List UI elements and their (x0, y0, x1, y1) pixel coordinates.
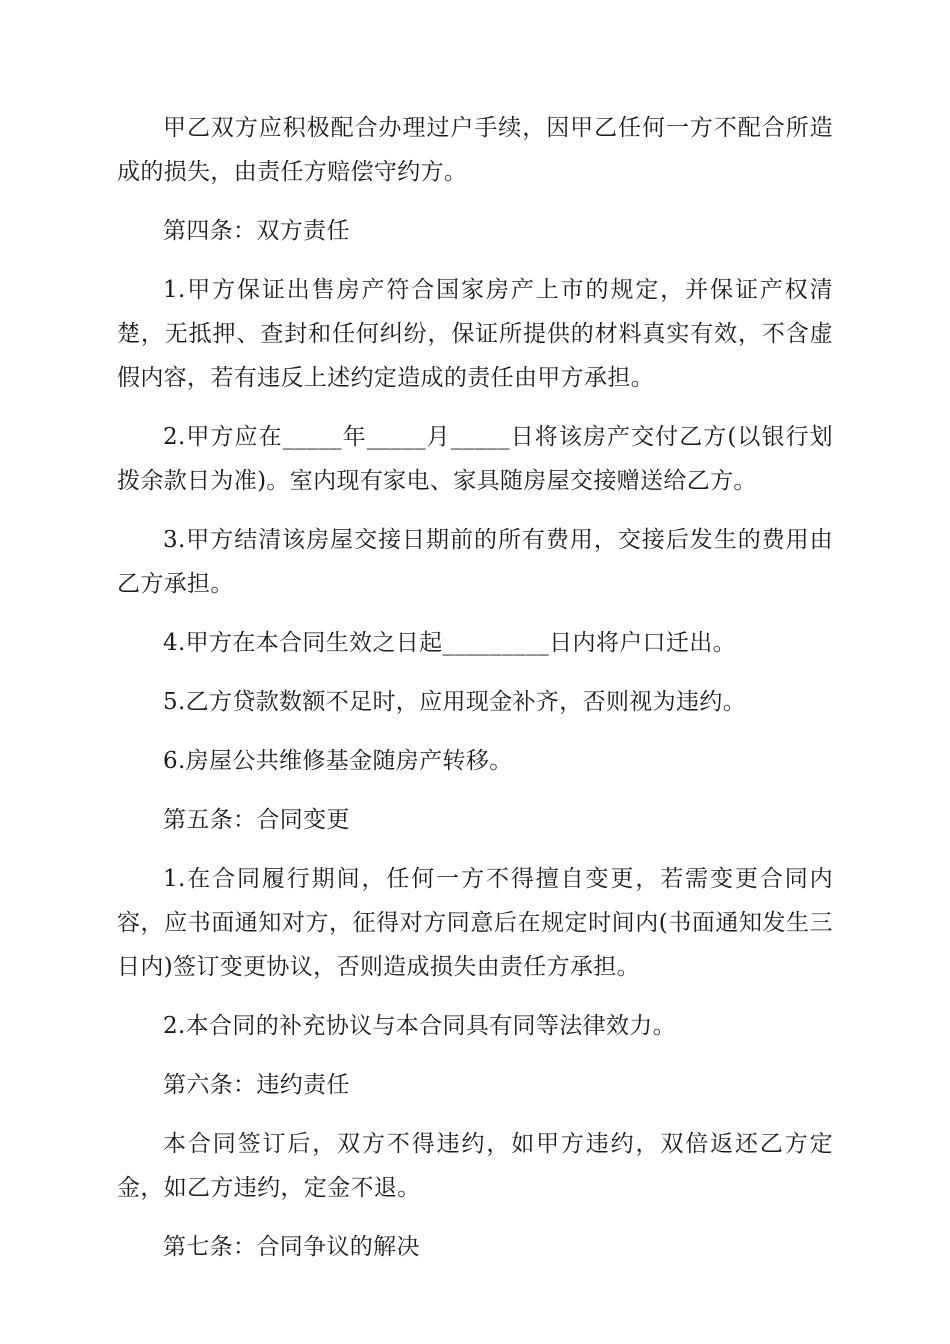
heading-article-4: 第四条：双方责任 (163, 218, 350, 244)
clause-5-2: 2.本合同的补充协议与本合同具有同等法律效力。 (163, 1013, 676, 1039)
clause-4-6: 6.房屋公共维修基金随房产转移。 (163, 748, 513, 774)
clause-6-body: 本合同签订后，双方不得违约，如甲方违约，双倍返还乙方定金，如乙方违约，定金不退。 (117, 1131, 833, 1201)
clause-4-4: 4.甲方在本合同生效之日起_________日内将户口迁出。 (163, 630, 736, 656)
clause-4-5: 5.乙方贷款数额不足时，应用现金补齐，否则视为违约。 (163, 689, 747, 715)
heading-article-6: 第六条：违约责任 (163, 1072, 350, 1098)
heading-article-5: 第五条：合同变更 (163, 807, 350, 833)
clause-4-3: 3.甲方结清该房屋交接日期前的所有费用，交接后发生的费用由乙方承担。 (117, 527, 833, 597)
heading-article-7: 第七条：合同争议的解决 (163, 1234, 420, 1260)
document-page (117, 106, 833, 1284)
clause-4-1: 1.甲方保证出售房产符合国家房产上市的规定，并保证产权清楚，无抵押、查封和任何纠纷，保证所提供的材料真实有效，不含虚假内容，若有违反上述约定造成的责任由甲方承担。 (117, 277, 833, 391)
paragraph-transfer-procedure: 甲乙双方应积极配合办理过户手续，因甲乙任何一方不配合所造成的损失，由责任方赔偿守约方。 (117, 115, 833, 185)
clause-4-2: 2.甲方应在_____年_____月_____日将该房产交付乙方(以银行划拨余款日为准)。室内现有家电、家具随房屋交接赠送给乙方。 (117, 424, 833, 494)
clause-5-1: 1.在合同履行期间，任何一方不得擅自变更，若需变更合同内容，应书面通知对方，征得对方同意后在规定时间内(书面通知发生三日内)签订变更协议，否则造成损失由责任方承担。 (117, 866, 833, 980)
